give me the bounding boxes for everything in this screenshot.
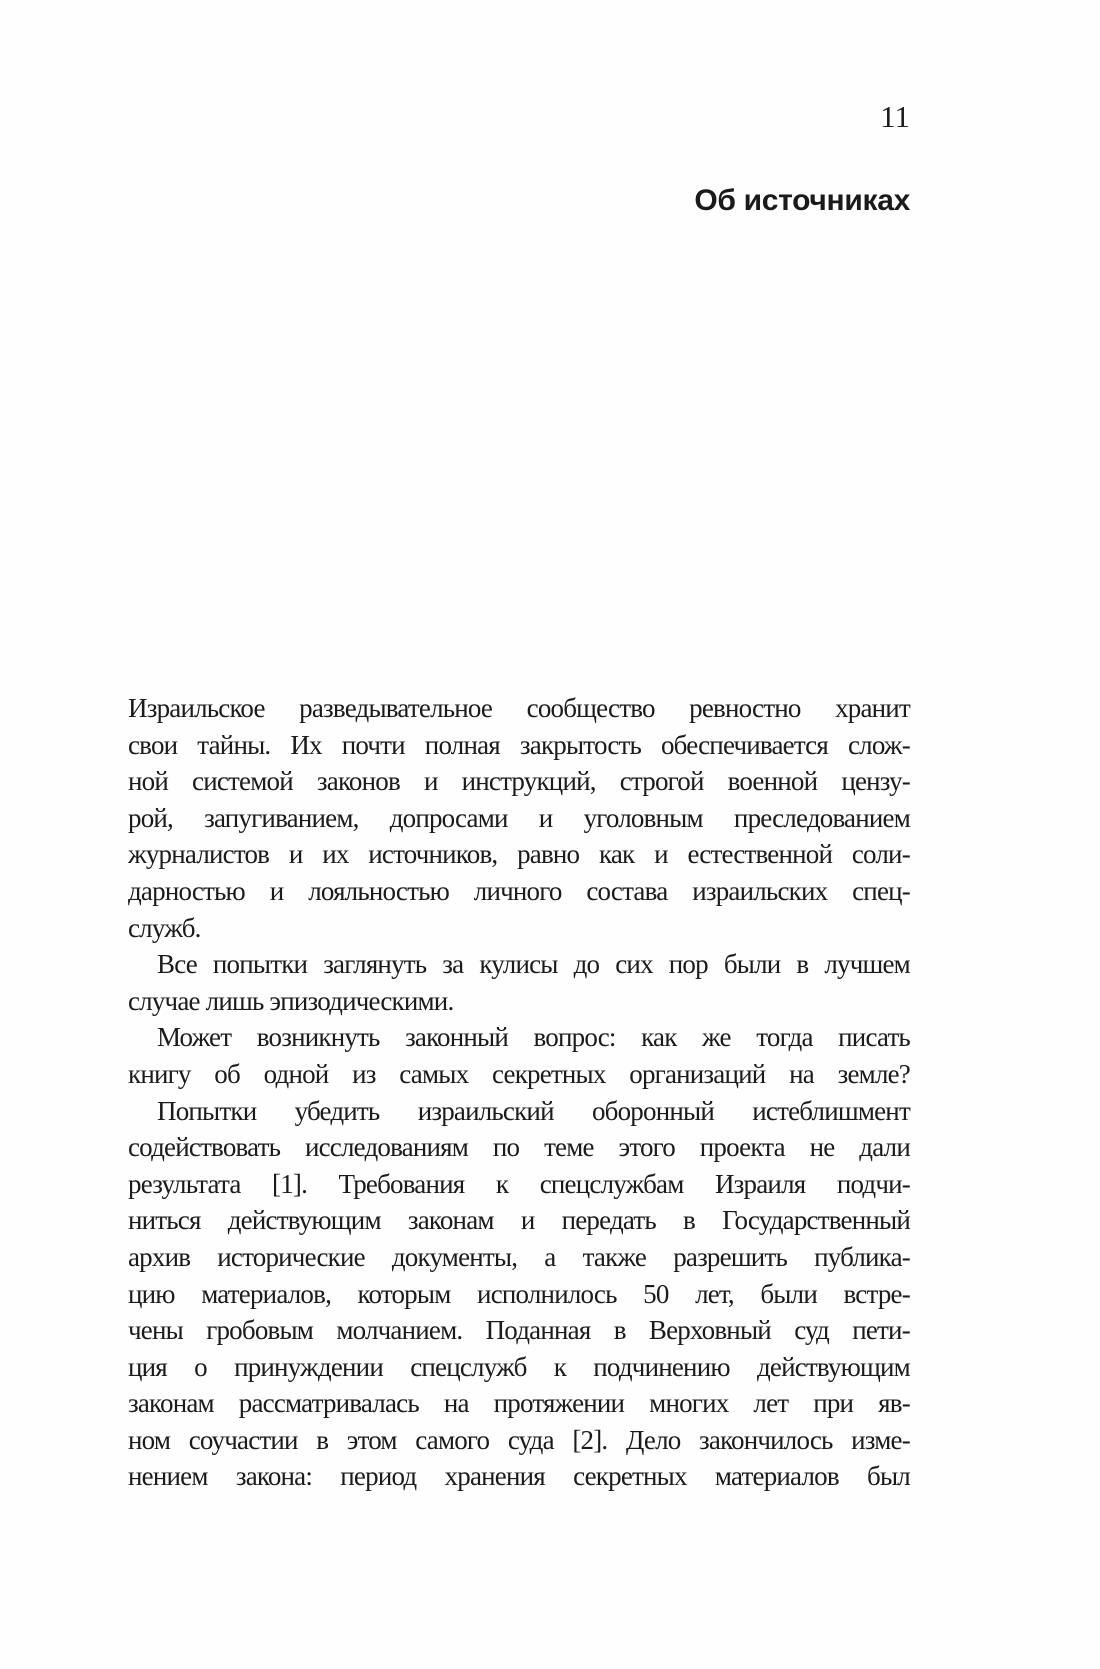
text-line: цию материалов, которым исполнилось 50 лет, были встре-: [128, 1278, 910, 1309]
text-line: чены гробовым молчанием. Поданная в Верховный суд пети-: [128, 1315, 910, 1346]
text-line: содействовать исследованиям по теме этого проекта не дали: [128, 1132, 910, 1163]
paragraph: [128, 690, 910, 946]
text-line: Все попытки заглянуть за кулисы до сих пор были в лучшем: [157, 949, 910, 980]
text-line: ном соучастии в этом самого суда [2]. Дело закончилось изме-: [128, 1424, 910, 1455]
body-text: [128, 690, 910, 1495]
text-line: результата [1]. Требования к спецслужбам Израиля подчи-: [128, 1168, 910, 1199]
chapter-heading: Об источниках: [694, 184, 910, 217]
text-line: Может возникнуть законный вопрос: как же тогда писать: [157, 1022, 910, 1053]
text-line: случае лишь эпизодическими.: [128, 985, 454, 1016]
text-line: журналистов и их источников, равно как и естественной соли-: [128, 839, 910, 870]
text-line: свои тайны. Их почти полная закрытость обеспечивается слож-: [128, 729, 910, 760]
text-line: нением закона: период хранения секретных материалов был: [128, 1461, 910, 1492]
paragraph: [128, 1093, 910, 1496]
page-number: 11: [880, 99, 910, 134]
text-line: ной системой законов и инструкций, строгой военной цензу-: [128, 766, 910, 797]
text-line: книгу об одной из самых секретных организаций на земле?: [128, 1058, 910, 1089]
text-line: ция о принуждении спецслужб к подчинению действующим: [128, 1351, 910, 1382]
text-line: архив исторические документы, а также разрешить публика-: [128, 1241, 910, 1272]
text-line: служб.: [128, 912, 201, 943]
paragraph: [128, 946, 910, 1019]
text-line: законам рассматривалась на протяжении многих лет при яв-: [128, 1388, 910, 1419]
text-line: рой, запугиванием, допросами и уголовным преследованием: [128, 802, 910, 833]
text-line: Попытки убедить израильский оборонный истеблишмент: [157, 1095, 910, 1126]
paragraph: [128, 1019, 910, 1092]
text-line: Израильское разведывательное сообщество ревностно хранит: [128, 693, 910, 723]
text-line: ниться действующим законам и передать в Государственный: [128, 1205, 910, 1236]
text-line: дарностью и лояльностью личного состава израильских спец-: [128, 875, 910, 906]
